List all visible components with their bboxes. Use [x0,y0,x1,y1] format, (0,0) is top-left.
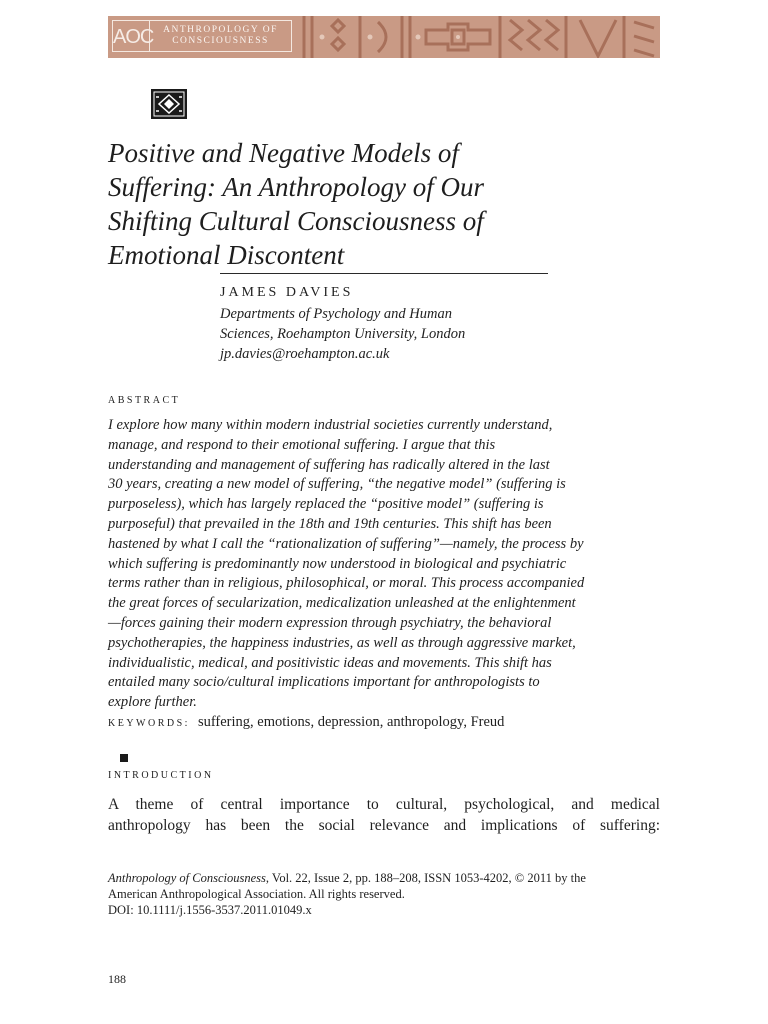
abstract-line: psychotherapies, the happiness industries, as well as through aggressive market, [108,634,576,651]
abstract-line: explore further. [108,694,197,711]
abstract-line: terms rather than in religious, philosophical, or moral. This process accompanied [108,575,585,592]
abstract-line: purposeful) that prevailed in the 18th and 19th centuries. This shift has been [108,515,552,532]
author-email[interactable]: jp.davies@roehampton.ac.uk [220,346,390,362]
title-line: Emotional Discontent [108,240,345,270]
article-title [108,136,548,272]
abstract-heading: ABSTRACT [108,395,181,406]
affiliation-line: Sciences, Roehampton University, London [220,326,466,342]
abstract-line: understanding and management of suffering has radically altered in the last [108,456,550,473]
page-number: 188 [108,972,126,986]
author-name: JAMES DAVIES [220,285,354,300]
introduction-heading: INTRODUCTION [108,770,214,781]
abstract-text [108,416,660,713]
title-divider [220,273,548,274]
title-line: Shifting Cultural Consciousness of [108,206,484,236]
abstract-line: 30 years, creating a new model of suffering, “the negative model” (suffering is [108,476,566,493]
journal-title: Anthropology of Consciousness [108,871,266,885]
abstract-line: —forces gaining their modern expression through psychiatry, the behavioral [108,614,552,631]
abstract-line: individualistic, medical, and positivistic ideas and movements. This shift has [108,654,552,671]
tribal-emblem-icon [151,89,187,119]
abstract-line: hastened by what I call the “rationalization of suffering”—namely, the process by [108,535,584,552]
section-bullet-icon [120,754,128,762]
abstract-line: which suffering is predominantly now understood in biological and psychiatric [108,555,567,572]
citation-line [108,870,660,886]
affiliation-line: Departments of Psychology and Human [220,306,452,322]
abstract-line: the great forces of secularization, medicalization unleashed at the enlightenment [108,595,576,612]
title-line: Suffering: An Anthropology of Our [108,172,484,202]
keywords-list: suffering, emotions, depression, anthropology, Freud [197,714,505,730]
title-line: Positive and Negative Models of [108,138,459,168]
journal-monogram: AOC [113,21,150,51]
journal-name [150,25,291,47]
journal-name-line2: CONSCIOUSNESS [172,36,269,46]
abstract-line: entailed many socio/cultural implications important for anthropologists to [108,674,540,691]
body-line: anthropology has been the social relevance and implications of suffering: [108,817,660,834]
abstract-line: I explore how many within modern industrial societies currently understand, [108,417,553,433]
doi-link[interactable]: DOI: 10.1111/j.1556-3537.2011.01049.x [108,903,312,917]
journal-logo-box [112,20,292,52]
citation-line: American Anthropological Association. All rights reserved. [108,887,405,901]
keywords [108,714,504,731]
journal-name-line1: ANTHROPOLOGY OF [163,25,278,35]
journal-banner [108,16,660,58]
introduction-text [108,794,660,836]
tribal-pattern-icon [298,16,660,58]
keywords-label: KEYWORDS: [108,718,190,729]
body-line: A theme of central importance to cultural, psychological, and medical [108,796,660,813]
abstract-line: purposeless), which has largely replaced the “positive model” (suffering is [108,496,544,513]
author-affiliation [220,304,550,364]
citation-details: , Vol. 22, Issue 2, pp. 188–208, ISSN 1053-4202, © 2011 by the [265,871,586,885]
abstract-line: manage, and respond to their emotional suffering. I argue that this [108,436,496,453]
citation-footer [108,870,660,918]
